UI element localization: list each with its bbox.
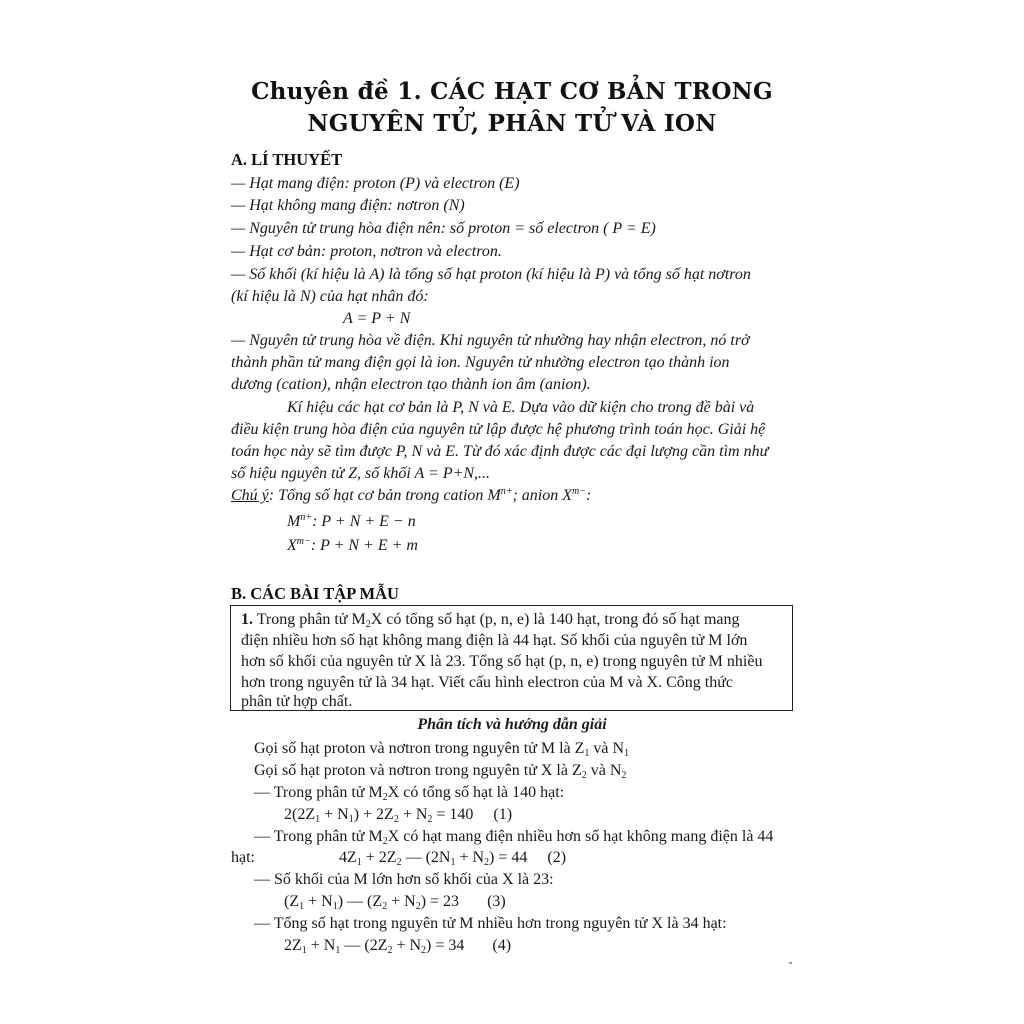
equation-tag: (1) [493,806,513,823]
solution-line: — Số khối của M lớn hơn số khối của X là 23: [254,871,554,888]
theory-line: dương (cation), nhận electron tạo thành ion âm (anion). [231,376,591,393]
theory-line: (kí hiệu là N) của hạt nhân đó: [231,288,429,305]
theory-line: điều kiện trung hòa điện của nguyên tử lập được hệ phương trình toán học. Giải hệ [231,421,766,438]
solution-text: X có hạt mang điện nhiều hơn số hạt không mang điện là 44 [387,828,774,845]
note-text: : Tổng số hạt cơ bản trong cation M [268,487,501,504]
anion-charge: m− [296,536,311,547]
solution-text: Gọi số hạt proton và nơtron trong nguyên tử M là Z [254,740,585,757]
solution-line: — Tổng số hạt trong nguyên tử M nhiều hơn trong nguyên tử X là 34 hạt: [254,915,727,932]
chapter-title-line-1: Chuyên đề 1. CÁC HẠT CƠ BẢN TRONG [251,78,773,105]
note-label: Chú ý [231,487,269,504]
theory-line: toán học này sẽ tìm được P, N và E. Từ đó xác định được các đại lượng cần tìm như [231,443,769,460]
note-line [231,486,591,506]
theory-line: — Hạt không mang điện: nơtron (N) [231,197,465,214]
equation-tag: (2) [547,849,567,866]
anion-symbol: X [287,537,297,554]
solution-text: Gọi số hạt proton và nơtron trong nguyên tử X là Z [254,762,582,779]
equation-1: $2(2Z_1 + N_1) + 2Z_2 + N_2 = 140$ (1) [284,806,513,825]
cation-charge: n+ [300,512,313,523]
solution-line: Gọi số hạt proton và nơtron trong nguyên tử M là $Z_1$ và $N_1$ [254,740,630,759]
theory-line: thành phần tử mang điện gọi là ion. Nguyên tử nhường electron tạo thành ion [231,354,730,371]
cation-formula [287,512,416,532]
solution-text: và N [586,762,622,779]
solution-guide-title: Phân tích và hướng dẫn giải [417,716,607,733]
scan-speck [789,962,792,964]
problem-line: phân tử hợp chất. [241,693,353,710]
cation-expression: : P + N + E − n [312,513,416,530]
section-b-heading: B. CÁC BÀI TẬP MẪU [231,584,399,603]
equation-2: $4Z_1 + 2Z_2$ — $(2N_1 + N_2) = 44$ (2) [339,849,567,868]
solution-text: hạt: [231,849,255,866]
solution-line: — Trong phân tử $M_2X$ có hạt mang điện nhiều hơn số hạt không mang điện là 44 [254,828,774,847]
theory-line: Kí hiệu các hạt cơ bản là P, N và E. Dựa vào dữ kiện cho trong đề bài và [287,399,755,416]
theory-line: — Số khối (kí hiệu là A) là tổng số hạt proton (kí hiệu là P) và tổng số hạt nơtron [231,266,751,283]
anion-expression: : P + N + E + m [310,537,418,554]
theory-line: số hiệu nguyên tử Z, số khối A = P+N,... [231,465,491,482]
anion-charge: m− [572,486,586,497]
theory-line: — Hạt cơ bản: proton, nơtron và electron. [231,243,502,260]
problem-line: điện nhiều hơn số hạt không mang điện là 44 hạt. Số khối của nguyên tử M lớn [241,632,748,649]
theory-line: — Nguyên tử trung hòa điện nên: số proton = số electron ( P = E) [231,220,656,237]
note-end: : [586,487,592,504]
problem-line: 1. Trong phân tử $M_2X$ có tổng số hạt (p, n, e) là 140 hạt, trong đó số hạt mang [241,611,740,630]
problem-line: hơn số khối của nguyên tử X là 23. Tổng số hạt (p, n, e) trong nguyên tử M nhiều [241,653,763,670]
solution-text: và N [589,740,625,757]
anion-formula [287,536,418,556]
theory-line: — Nguyên tử trung hòa về điện. Khi nguyên tử nhường hay nhận electron, nó trở [231,332,750,349]
solution-text: — Trong phân tử M [254,828,383,845]
equation-3: $(Z_1 + N_1)$ — $(Z_2 + N_2) = 23$ (3) [284,893,506,912]
solution-text: X có tổng số hạt là 140 hạt: [387,784,565,801]
cation-symbol: M [287,513,301,530]
mass-number-formula: A = P + N [343,310,411,327]
section-a-heading: A. LÍ THUYẾT [231,150,343,169]
note-mid: ; anion X [512,487,573,504]
problem-line: hơn trong nguyên tử là 34 hạt. Viết cấu hình electron của M và X. Công thức [241,674,733,691]
solution-line: — Trong phân tử $M_2X$ có tổng số hạt là 140 hạt: [254,784,565,803]
cation-charge: n+ [500,486,513,497]
solution-line: Gọi số hạt proton và nơtron trong nguyên tử X là $Z_2$ và $N_2$ [254,762,627,781]
theory-line: — Hạt mang điện: proton (P) và electron (E) [231,175,520,192]
equation-tag: (3) [487,893,506,910]
solution-line [231,848,255,868]
equation-4: $2Z_1 + N_1$ — $(2Z_2 + N_2) = 34$ (4) [284,937,512,956]
problem-text: X có tổng số hạt (p, n, e) là 140 hạt, trong đó số hạt mang [370,611,740,628]
solution-text: — Trong phân tử M [254,784,383,801]
equation-tag: (4) [492,937,512,954]
problem-number: 1. [241,611,253,628]
problem-text: Trong phân tử M [256,611,366,628]
chapter-title-line-2: NGUYÊN TỬ, PHÂN TỬ VÀ ION [307,110,717,137]
equation-text: 2(2Z [284,806,316,823]
